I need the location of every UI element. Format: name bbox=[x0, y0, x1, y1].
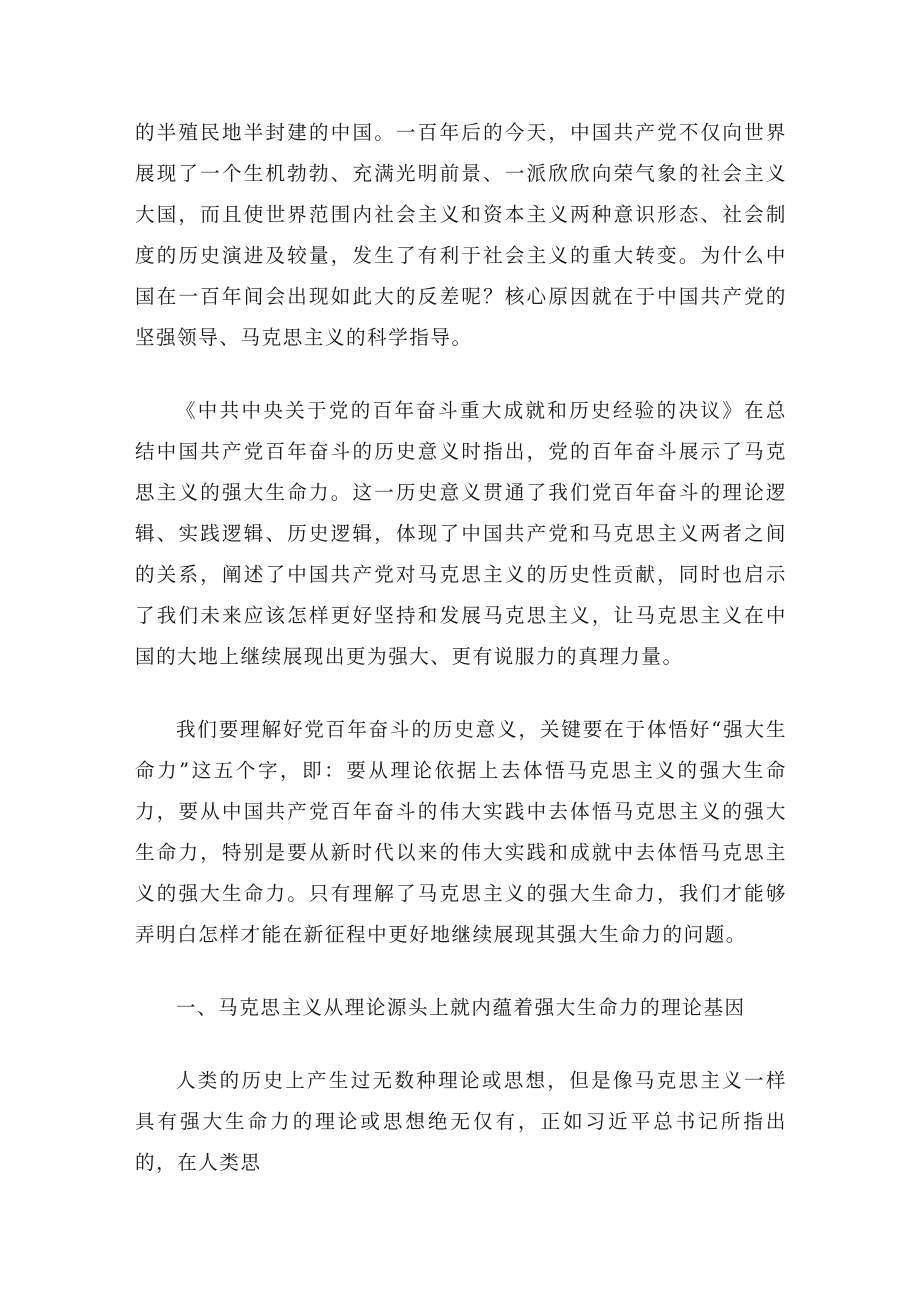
section-heading: 一、马克思主义从理论源头上就内蕴着强大生命力的理论基因 bbox=[175, 996, 746, 1019]
document-body bbox=[135, 112, 787, 1215]
paragraph-understanding: 我们要理解好党百年奋斗的历史意义，关键要在于体悟好“强大生命力”这五个字，即：要从理论依据上去体悟马克思主义的强大生命力，要从中国共产党百年奋斗的伟大实践中去体悟马克思主义的强大生命力，特别是要从新时代以来的伟大实践和成就中去体悟马克思主义的强大生命力。只有理解了马克思主义的强大生命力，我们才能够弄明白怎样才能在新征程中更好地继续展现其强大生命力的问题。 bbox=[135, 718, 787, 946]
paragraph-history: 人类的历史上产生过无数种理论或思想，但是像马克思主义一样具有强大生命力的理论或思想绝无仅有，正如习近平总书记所指出的，在人类思 bbox=[135, 1069, 787, 1174]
paragraph-continuation: 的半殖民地半封建的中国。一百年后的今天，中国共产党不仅向世界展现了一个生机勃勃、充满光明前景、一派欣欣向荣气象的社会主义大国，而且使世界范围内社会主义和资本主义两种意识形态、社会制度的历史演进及较量，发生了有利于社会主义的重大转变。为什么中国在一百年间会出现如此大的反差呢？核心原因就在于中国共产党的坚强领导、马克思主义的科学指导。 bbox=[135, 121, 787, 349]
paragraph-resolution: 《中共中央关于党的百年奋斗重大成就和历史经验的决议》在总结中国共产党百年奋斗的历史意义时指出，党的百年奋斗展示了马克思主义的强大生命力。这一历史意义贯通了我们党百年奋斗的理论逻辑、实践逻辑、历史逻辑，体现了中国共产党和马克思主义两者之间的关系，阐述了中国共产党对马克思主义的历史性贡献，同时也启示了我们未来应该怎样更好坚持和发展马克思主义，让马克思主义在中国的大地上继续展现出更为强大、更有说服力的真理力量。 bbox=[135, 399, 787, 668]
